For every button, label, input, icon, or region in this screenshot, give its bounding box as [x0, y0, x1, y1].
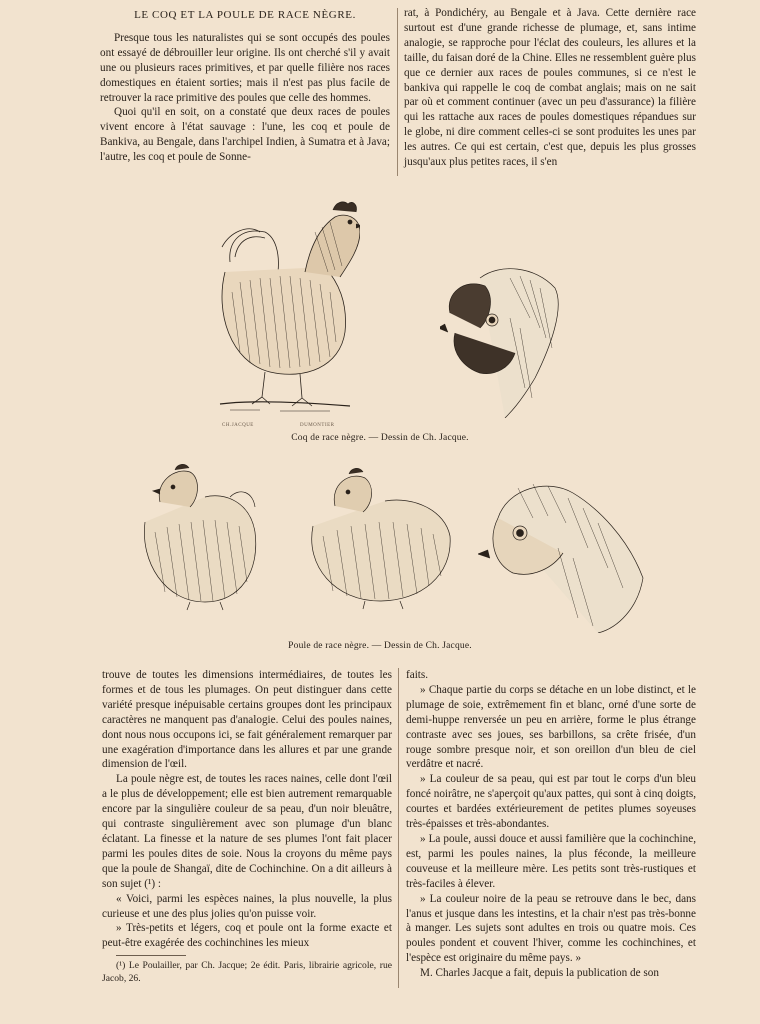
hen-caption: Poule de race nègre. — Dessin de Ch. Jacque. [288, 641, 472, 651]
paragraph: trouve de toutes les dimensions intermédiaires, de toutes les formes et de tous les plumages. On peut distinguer dans cette variété presque inépuisable certains groupes dont les principaux caractères ne manquent pas d'analogie. Celui des poules naines, dont nous nous occupons ici, se fait généralement remarquer par une exagération d'importance dans les allures et par une grande dimension de l'œil. [102, 669, 392, 771]
paragraph: » La couleur de sa peau, qui est par tout le corps d'un bleu foncé noirâtre, ne s'aperçoit qu'aux pattes, qui sont à cinq doigts, courtes et bardées extérieurement de petites plumes soyeuses très-épaisses et très-abondantes. [406, 773, 696, 831]
paragraph: Presque tous les naturalistes qui se sont occupés des poules ont essayé de débrouiller leur origine. Ils ont cherché s'il y avait une ou plusieurs races primitives, et par quelle filière nos races domestiques en étaient sorties; mais il n'est pas plus facile de retrouver la race primitive des poules que celle des hommes. [100, 31, 390, 104]
paragraph: » La couleur noire de la peau se retrouve dans le bec, dans l'anus et jusque dans les intestins, et la chair n'est pas très-bonne à manger. Les sujets sont adultes en trois ou quatre mois. Ces poules pondent et couvent l'hiver, comme les cochinchines, et l'espèce est originaire du même pays. » [406, 892, 696, 965]
column-divider [398, 668, 399, 988]
paragraph: Quoi qu'il en soit, on a constaté que deux races de poules vivent encore à l'état sauvage : l'une, les coq et poule de Bankiva, au Bengale, dans l'archipel Indien, à Sumatra et à Java; l'autre, les coq et poule de Sonne- [100, 106, 390, 164]
footnote-rule [116, 955, 186, 956]
hen-head-illustration [478, 478, 648, 633]
paragraph: » Très-petits et légers, coq et poule ont la forme exacte et peut-être exagérée des cochinchines les mieux [102, 922, 392, 950]
footnote: (¹) Le Poulailler, par Ch. Jacque; 2e édit. Paris, librairie agricole, rue Jacob, 26. [102, 960, 392, 984]
paragraph: » La poule, aussi douce et aussi familière que la cochinchine, est, parmi les poules naines, la plus féconde, la meilleure couveuse et la meilleure mère. Les petits sont très-rustiques et très-faciles à élever. [406, 832, 696, 890]
rooster-illustration [210, 192, 360, 422]
column-bottom-right [406, 668, 696, 981]
rooster-head-illustration [440, 258, 570, 418]
column-top-left [100, 8, 390, 165]
column-divider [397, 8, 398, 176]
hen-illustration-1 [135, 462, 265, 612]
paragraph: faits. [406, 669, 429, 681]
paragraph: M. Charles Jacque a fait, depuis la publication de son [420, 967, 659, 980]
paragraph: La poule nègre est, de toutes les races naines, celle dont l'œil a le plus de développement; elle est bien autrement remarquable encore par la singulière couleur de sa peau, d'un noir bleuâtre, qui contraste singulièrement avec son plumage d'un blanc éclatant. La finesse et la nature de ses plumes l'ont fait placer parmi les poules dites de soie. Nous la croyons du même pays que la poule de Shangaï, dite de Cochinchine. On a dit ailleurs à son sujet (¹) : [102, 773, 392, 890]
paragraph: » Chaque partie du corps se détache en un lobe distinct, et le plumage de soie, extrêmement fin et blanc, orné d'une sorte de demi-huppe renversée un peu en arrière, forme le plus étrange contraste avec ses joues, ses barbillons, sa crête frisée, d'un rouge sombre presque noir, et son oreillon d'un bleu de ciel verdâtre et nacré. [406, 683, 696, 771]
article-title: LE COQ ET LA POULE DE RACE NÈGRE. [134, 9, 356, 21]
hen-illustration-2 [305, 466, 455, 611]
engraver-signature-right: DUMONTIER [300, 423, 335, 428]
paragraph: « Voici, parmi les espèces naines, la plus nouvelle, la plus curieuse et une des plus jolies qu'on puisse voir. [102, 892, 392, 920]
paragraph: rat, à Pondichéry, au Bengale et à Java. Cette dernière race surtout est d'une grande richesse de plumage, et, sans intime analogie, se rapproche pour l'éclat des couleurs, les allures et la taille, du faisan doré de la Chine. Elles ne ressemblent guère plus que ce dernier aux races de poules communes, si ce n'est le bankiva qui rappelle le coq de combat anglais; mais on ne sait par où et comment continuer (avec un peu d'assurance) la filière qui les rattache aux races de poules domestiques répandues sur le globe, ni dire comment celles-ci se sont produites les unes par les autres. Ce qui est certain, c'est que, depuis les plus grosses jusqu'aux plus petites races, il s'en [404, 7, 696, 169]
column-bottom-left [102, 668, 392, 985]
engraver-signature-left: CH.JACQUE [222, 423, 254, 428]
rooster-caption: Coq de race nègre. — Dessin de Ch. Jacque. [291, 433, 469, 443]
column-top-right [404, 6, 696, 170]
